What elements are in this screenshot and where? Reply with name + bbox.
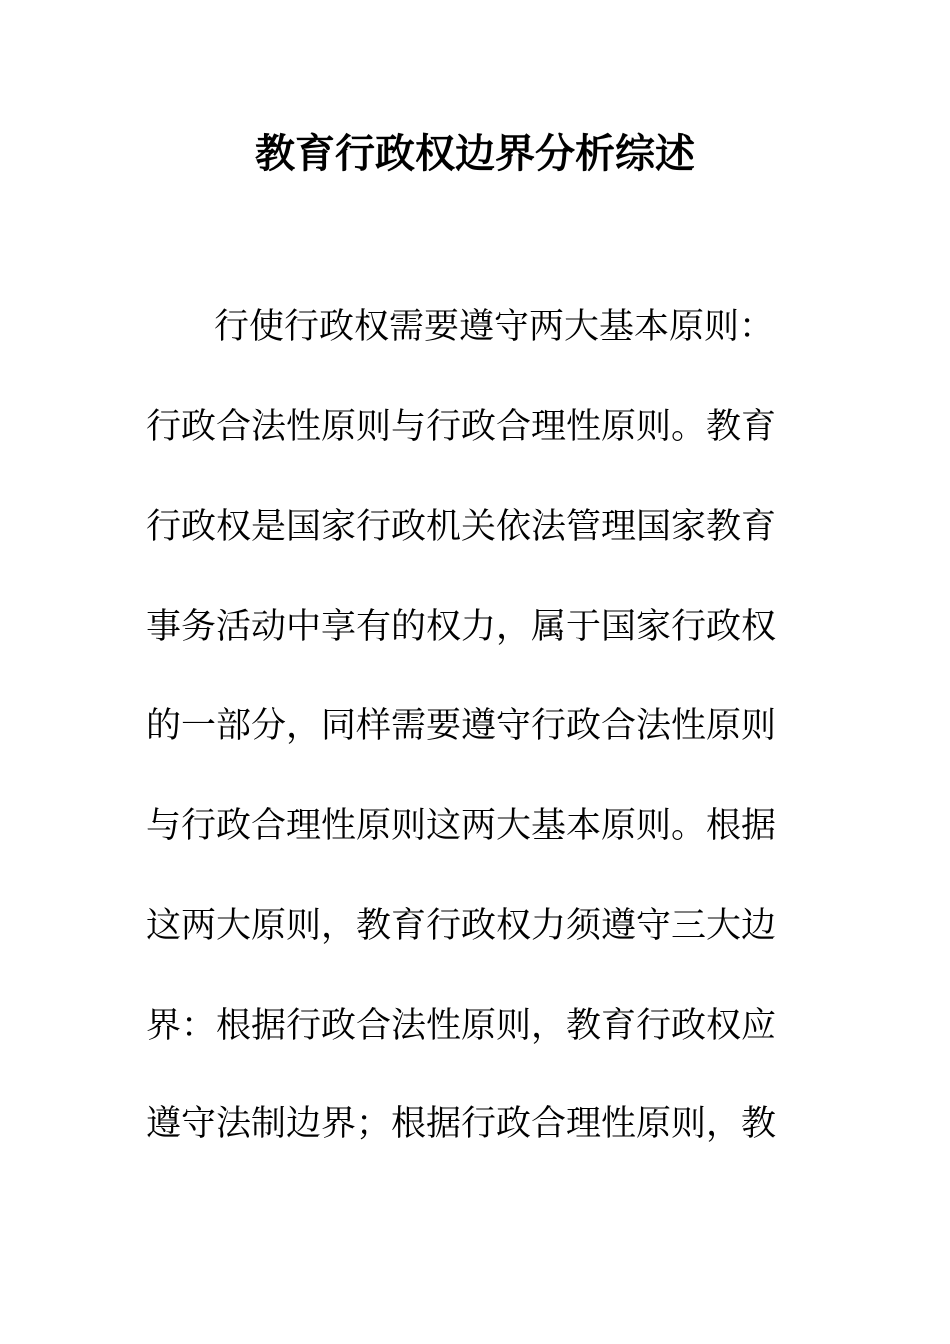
paragraph-line: 界：根据行政合法性原则，教育行政权应 <box>146 1006 777 1046</box>
paragraph-line: 与行政合理性原则这两大基本原则。根据 <box>146 806 777 846</box>
paragraph-line: 行政权是国家行政机关依法管理国家教育 <box>146 507 777 547</box>
paragraph-line: 这两大原则，教育行政权力须遵守三大边 <box>146 906 777 946</box>
paragraph-line: 行使行政权需要遵守两大基本原则： <box>214 307 775 347</box>
paragraph-line: 遵守法制边界；根据行政合理性原则，教 <box>146 1104 777 1144</box>
document-title: 教育行政权边界分析综述 <box>255 130 695 177</box>
paragraph-line: 事务活动中享有的权力，属于国家行政权 <box>146 607 777 647</box>
paragraph-line: 行政合法性原则与行政合理性原则。教育 <box>146 407 777 447</box>
paragraph-line: 的一部分，同样需要遵守行政合法性原则 <box>146 706 777 746</box>
